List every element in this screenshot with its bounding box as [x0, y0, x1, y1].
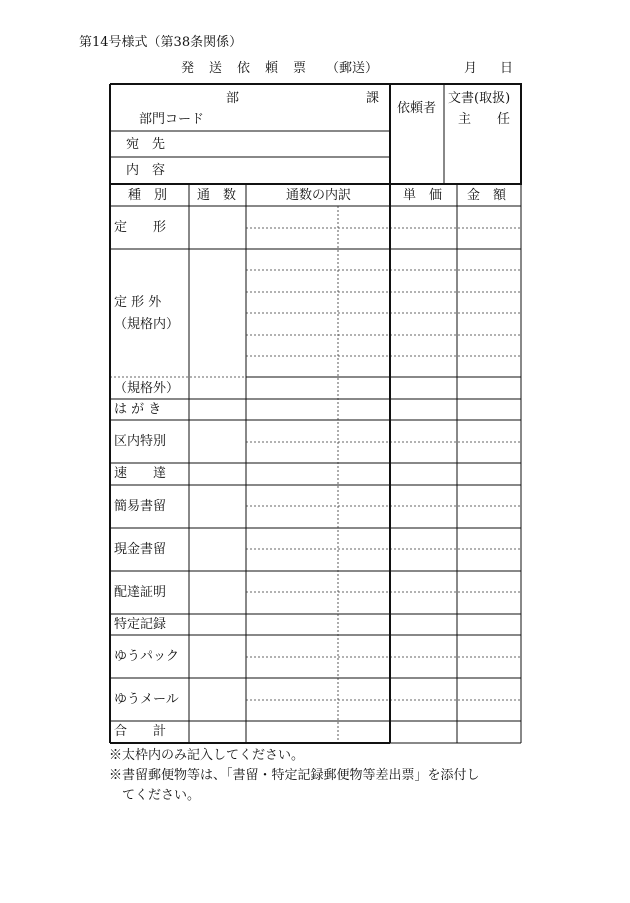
- requester-label: 依頼者: [397, 101, 437, 116]
- note-1: ※太枠内のみ記入してください。: [109, 748, 305, 763]
- address-label: 宛 先: [126, 137, 166, 152]
- col-amount: 金 額: [467, 188, 507, 203]
- month-label: 月: [464, 61, 478, 76]
- row-yupack: ゆうパック: [114, 649, 180, 664]
- row-haitatsu: 配達証明: [114, 585, 167, 600]
- form-number: 第14号様式（第38条関係）: [79, 35, 243, 50]
- row-teikei: 定 形: [114, 220, 167, 235]
- dept-code-label: 部門コード: [139, 112, 205, 127]
- row-kikaku-nai: （規格内）: [114, 317, 180, 332]
- row-tokutei: 特定記録: [114, 617, 167, 632]
- content-label: 内 容: [126, 163, 166, 178]
- bu-label: 部: [226, 91, 240, 106]
- note-2b: てください。: [122, 788, 201, 803]
- col-type: 種 別: [128, 188, 168, 203]
- doc-handler-label: 文書(取扱): [448, 91, 511, 106]
- col-unit-price: 単 価: [403, 188, 443, 203]
- chief-label: 主 任: [458, 112, 511, 127]
- row-kikaku-gai: （規格外）: [114, 381, 180, 396]
- row-genkin: 現金書留: [114, 542, 167, 557]
- row-teikeigai: 定 形 外: [114, 295, 162, 310]
- row-kunai: 区内特別: [114, 434, 167, 449]
- ka-label: 課: [366, 91, 380, 106]
- row-sokutatsu: 速 達: [114, 466, 167, 481]
- col-breakdown: 通数の内訳: [286, 188, 352, 203]
- row-kan-i: 簡易書留: [114, 499, 167, 514]
- day-label: 日: [500, 61, 514, 76]
- row-hagaki: は が き: [114, 402, 162, 417]
- row-yumail: ゆうメール: [114, 692, 179, 707]
- title-sub: （郵送）: [326, 61, 379, 76]
- page-title: 発 送 依 頼 票: [181, 61, 308, 76]
- col-count: 通 数: [197, 188, 237, 203]
- row-total: 合 計: [114, 724, 167, 739]
- note-2a: ※書留郵便物等は、「書留・特定記録郵便物等差出票」を添付し: [109, 768, 480, 783]
